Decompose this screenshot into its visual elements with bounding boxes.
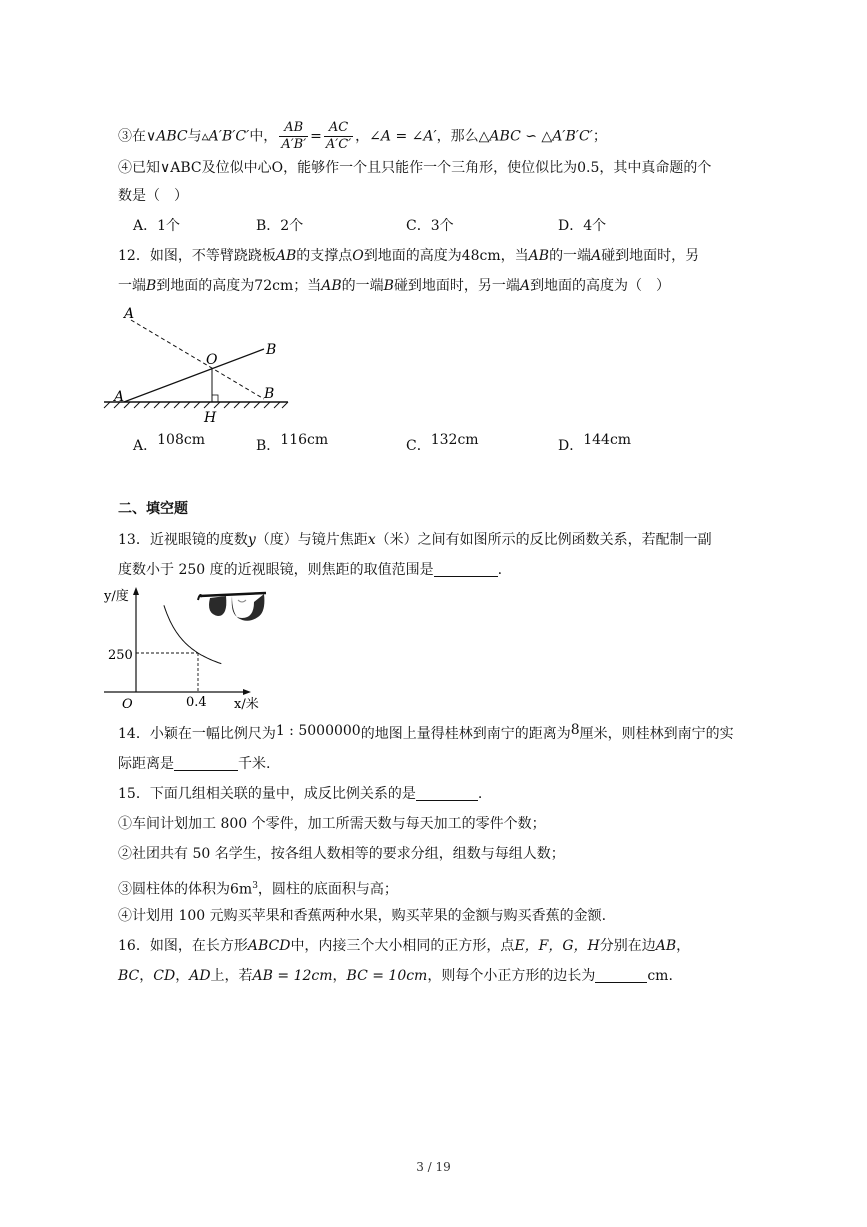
y-axis-arrow [133, 587, 139, 595]
label-b-ground: B [264, 386, 275, 402]
x-axis-label: x/米 [234, 697, 259, 712]
label-b-right: B [266, 342, 277, 358]
q15-item3: ③圆柱体的体积为$6m^3$，圆柱的底面积与高； [118, 881, 398, 898]
q15-item4: ④计划用 100 元购买苹果和香蕉两种水果，购买苹果的金额与购买香蕉的金额. [118, 908, 607, 924]
item-marker: ③ [118, 128, 132, 145]
x-tick-label: 0.4 [186, 695, 207, 710]
q11-item4-line2: 数是（ ） [118, 188, 188, 204]
q13-line2: 度数小于 250 度的近视眼镜，则焦距的取值范围是 . [118, 562, 503, 578]
y-tick-label: 250 [108, 648, 133, 663]
map-scale: 1 : 5000000 [275, 723, 361, 739]
q14-line1: 14．小颖在一幅比例尺为1 : 5000000的地图上量得桂林到南宁的距离为8厘米，则桂林到南宁的实 [118, 722, 734, 742]
ground-hatching [104, 402, 288, 408]
answer-blank [595, 968, 647, 983]
q11-option-c: C．3个 [406, 218, 454, 234]
y-axis-label: y/度 [104, 589, 129, 604]
section-title: 二、填空题 [118, 501, 188, 517]
label-a-top: A [124, 306, 135, 322]
q12-option-a: A．108cm [133, 432, 205, 454]
map-distance: 8 [570, 722, 580, 738]
label-h: H [204, 410, 217, 426]
q11-option-d: D．4个 [558, 218, 607, 234]
q16-line2: BC，CD，AD上，若AB = 12cm，BC = 10cm，则每个小正方形的边长为 cm. [118, 968, 673, 984]
right-angle-mark [212, 395, 218, 402]
q14-line2: 际距离是 千米. [118, 756, 271, 772]
fraction-ac: $\frac{AC}{A'C'}$ [325, 120, 352, 152]
page-number: 3 / 19 [416, 1160, 451, 1174]
fraction-ab: $\frac{AB}{A'B'}$ [281, 120, 307, 152]
angle-equation: ∠A = ∠A′ [369, 128, 437, 145]
q11-option-b: B．2个 [256, 218, 304, 234]
q13-line1: 13．近视眼镜的度数y（度）与镜片焦距x（米）之间有如图所示的反比例函数关系，若配制一副 [118, 532, 712, 548]
label-o: O [206, 352, 218, 368]
sunglasses-icon [198, 590, 268, 624]
similarity-statement: △ABC ∽ △A′B′C′ [478, 128, 593, 145]
q11-item3: ③在∨ABC与▵A′B′C′中， $\frac{AB}{A'B'}$ = $\frac{AC}{A'C'}$ ，∠A = ∠A′，那么△ABC ∽ △A′B′C′； [118, 120, 607, 152]
q12-line1: 12．如图，不等臂跷跷板AB的支撑点O到地面的高度为48cm，当AB的一端A碰到地面时，另 [118, 248, 700, 264]
q12-option-d: D．144cm [558, 432, 632, 454]
q15-item2: ②社团共有 50 名学生，按各组人数相等的要求分组，组数与每组人数； [118, 846, 565, 862]
seesaw-figure [100, 300, 295, 430]
triangle-abc: ∨ABC [146, 128, 188, 145]
q16-line1: 16．如图，在长方形ABCD中，内接三个大小相同的正方形，点E，F，G，H分别在边AB， [118, 938, 691, 954]
answer-blank [174, 756, 238, 771]
q15-line1: 15．下面几组相关联的量中，成反比例关系的是 . [118, 786, 483, 802]
q11-item4-line1: ④已知∨ABC及位似中心O，能够作一个且只能作一个三角形，使位似比为0.5，其中真命题的个 [118, 160, 712, 176]
answer-blank [434, 562, 498, 577]
triangle-a-prime: ▵A′B′C′ [201, 128, 250, 145]
answer-blank [416, 786, 478, 801]
label-a-ground: A [114, 389, 125, 405]
origin-label: O [122, 697, 133, 712]
x-axis-arrow [243, 689, 251, 695]
q12-line2: 一端B到地面的高度为72cm；当AB的一端B碰到地面时，另一端A到地面的高度为（ ） [118, 278, 671, 294]
q11-option-a: A．1个 [133, 218, 181, 234]
q15-item1: ①车间计划加工 800 个零件，加工所需天数与每天加工的零件个数； [118, 816, 546, 832]
seesaw-board-dashed [131, 320, 264, 399]
q12-option-b: B．116cm [256, 432, 329, 454]
q12-option-c: C．132cm [406, 432, 479, 454]
